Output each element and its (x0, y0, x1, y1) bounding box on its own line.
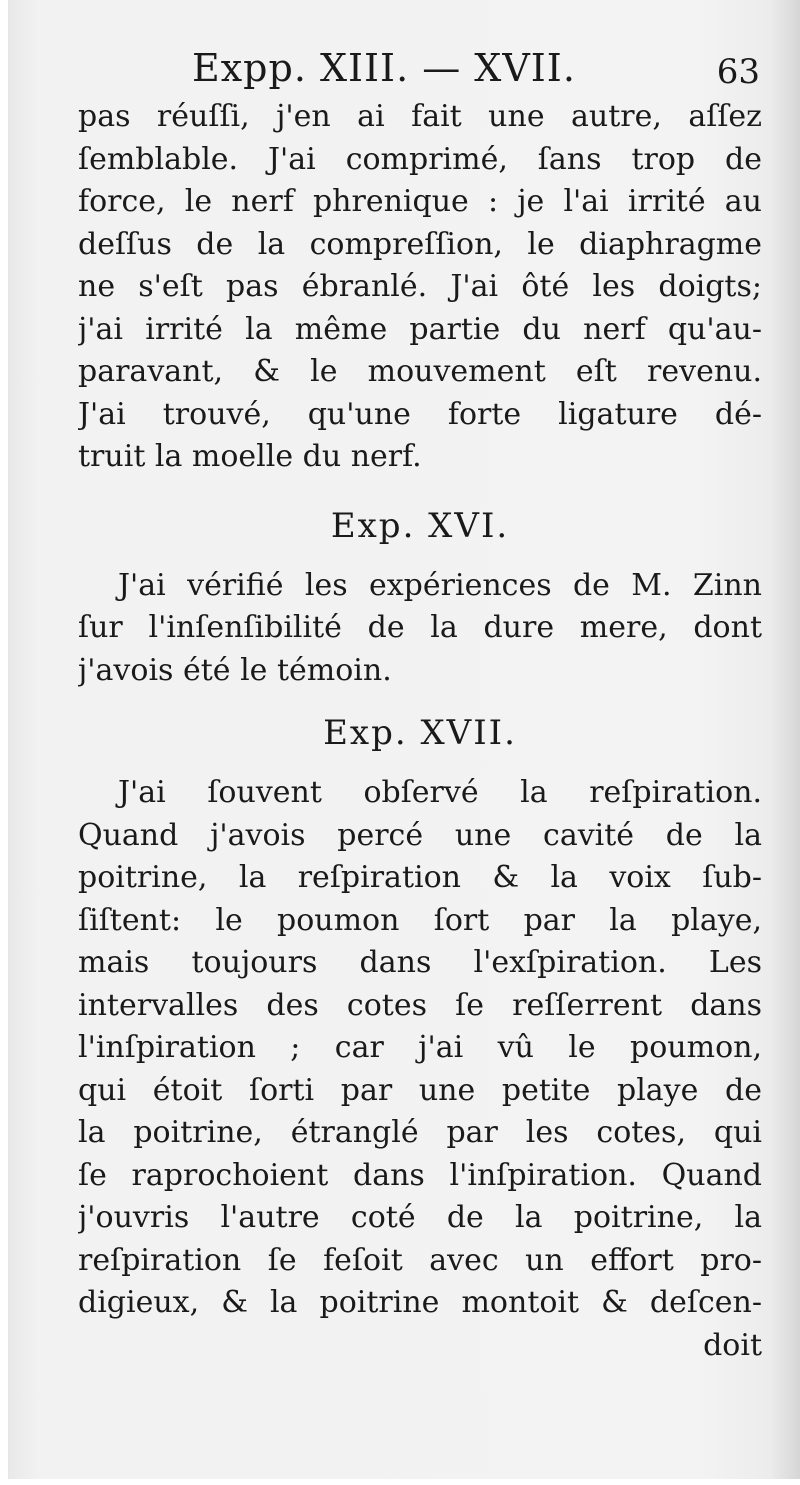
text-line: ſemblable. J'ai comprimé, ſans trop de (78, 141, 762, 177)
page-header (80, 46, 760, 98)
text-line: qui étoit ſorti par une petite playe de (78, 1072, 762, 1108)
page-body (78, 96, 762, 1367)
section-xvi-paragraph (78, 565, 762, 693)
text-line: j'ai irrité la même partie du nerf qu'au- (78, 311, 762, 347)
text-line: reſpiration ſe feſoit avec un effort pro- (78, 1242, 762, 1278)
text-line: l'inſpiration ; car j'ai vû le poumon, (78, 1030, 762, 1065)
text-line: force, le nerf phrenique : je l'ai irrité au (78, 184, 762, 219)
text-line: J'ai ſouvent obſervé la reſpiration. (118, 775, 762, 810)
text-line: J'ai vérifié les expériences de M. Zinn (118, 567, 762, 603)
text-line: poitrine, la reſpiration & la voix ſub- (78, 860, 762, 895)
page-number: 63 (716, 52, 760, 92)
text-line: la poitrine, étranglé par les cotes, qui (78, 1115, 762, 1150)
section-heading-xvi: Exp. XVI. (330, 505, 510, 546)
text-line: j'ouvris l'autre coté de la poitrine, la (78, 1200, 762, 1235)
text-line: Quand j'avois percé une cavité de la (78, 817, 762, 853)
text-line: digieux, & la poitrine montoit & deſcen- (78, 1285, 762, 1320)
text-line: mais toujours dans l'exſpiration. Les (78, 945, 762, 980)
section-xvii-paragraph (78, 772, 762, 1367)
text-line: truit la moelle du nerf. (78, 439, 422, 474)
text-line: ſe raprochoient dans l'inſpiration. Quand (78, 1157, 762, 1193)
text-line: ſur l'inſenſibilité de la dure mere, dont (78, 610, 762, 645)
continuation-paragraph (78, 96, 762, 479)
text-line: paravant, & le mouvement eſt revenu. (78, 354, 762, 389)
catchword: doit (703, 1327, 762, 1363)
text-line: deſſus de la compreſſion, le diaphragme (78, 226, 762, 262)
section-heading-xvii: Exp. XVII. (323, 713, 517, 753)
running-head: Expp. XIII. — XVII. (192, 46, 576, 90)
text-line: pas réuſſi, j'en ai fait une autre, aſſez (78, 99, 762, 134)
text-line: ſiſtent: le poumon ſort par la playe, (78, 902, 762, 938)
text-line: intervalles des cotes ſe reſſerrent dans (78, 987, 762, 1023)
text-line: j'avois été le témoin. (78, 652, 392, 688)
text-line: J'ai trouvé, qu'une forte ligature dé- (78, 396, 762, 432)
text-line: ne s'eſt pas ébranlé. J'ai ôté les doigts; (78, 269, 762, 304)
